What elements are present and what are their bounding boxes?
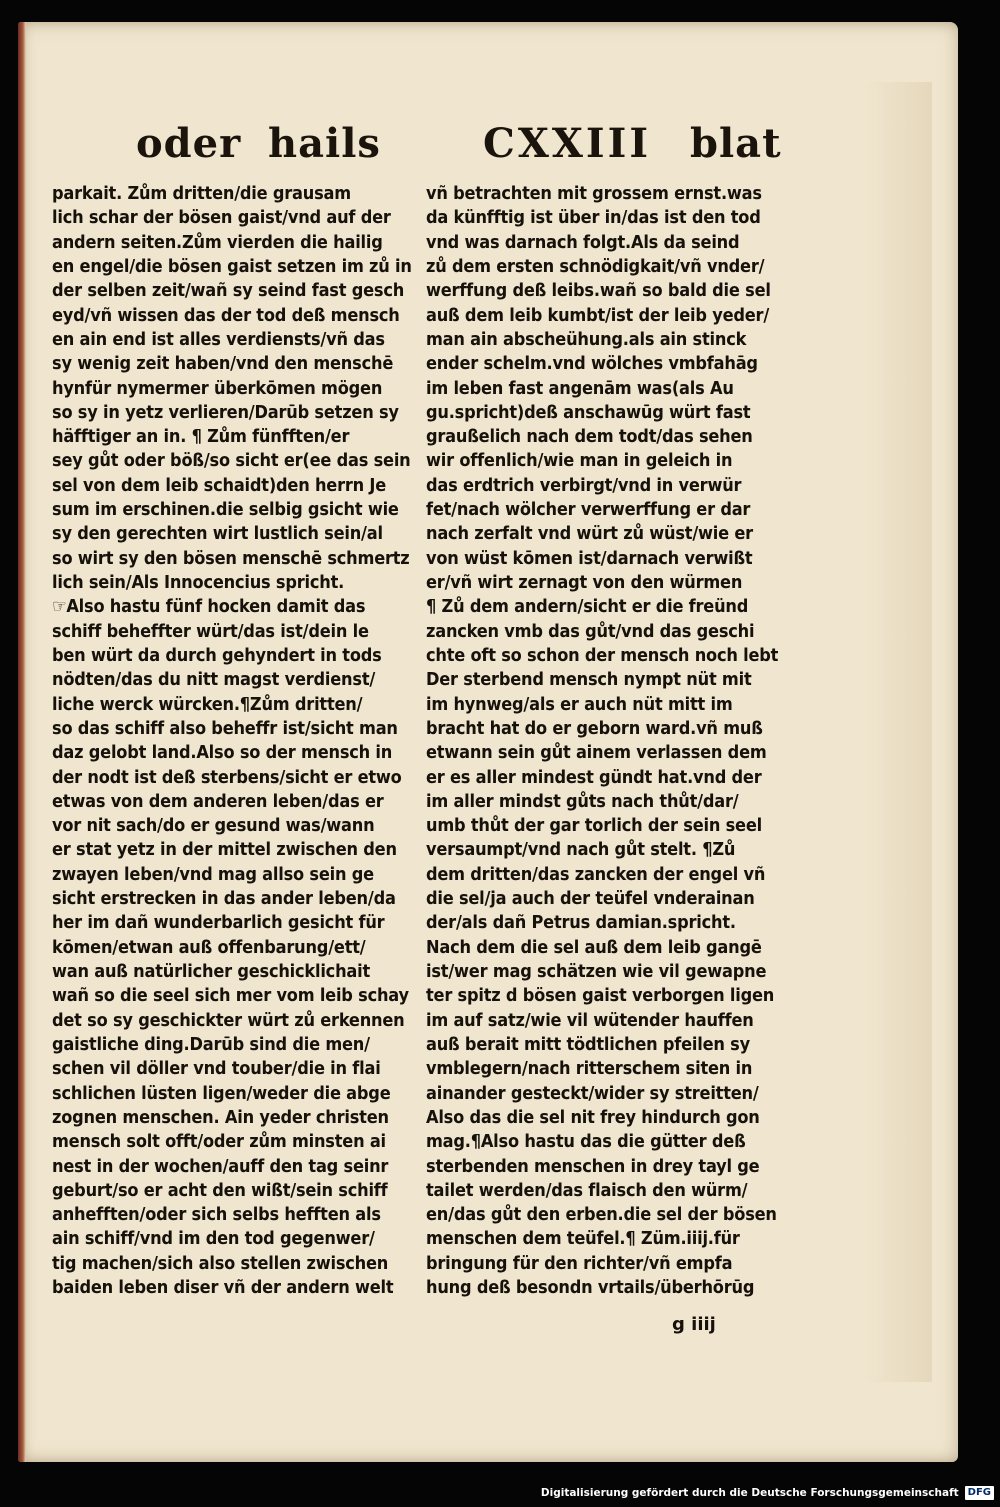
text-line: mensch solt offt/oder zům minsten ai (52, 1131, 386, 1153)
text-line: zognen menschen. Ain yeder christen (52, 1106, 389, 1128)
page-edge (18, 22, 26, 1462)
text-line: mag.¶Also hastu das die gütter deß (426, 1131, 746, 1153)
text-line: so sy in yetz verlieren/Darūb setzen sy (52, 401, 399, 423)
text-line: etwann sein gůt ainem verlassen dem (426, 742, 767, 764)
text-line: daz gelobt land.Also so der mensch in (52, 742, 393, 764)
text-line: sicht erstrecken in das ander leben/da (52, 888, 396, 910)
text-line: wañ so die seel sich mer vom leib schay (52, 985, 409, 1007)
dfg-logo: DFG (965, 1486, 994, 1500)
text-line: das erdtrich verbirgt/vnd in verwür (426, 474, 742, 496)
text-line: her im dañ wunderbarlich gesicht für (52, 912, 385, 934)
text-line: im auf satz/wie vil wütender hauffen (426, 1009, 754, 1031)
text-line: eyd/vñ wissen das der tod deß mensch (52, 304, 400, 326)
text-line: graußelich nach dem todt/das sehen (426, 426, 753, 448)
text-line: vñ betrachten mit grossem ernst.was (426, 183, 762, 204)
running-header (18, 114, 958, 184)
text-line: häfftiger an in. ¶ Zům fünfften/er (52, 426, 350, 448)
text-line: sel von dem leib schaidt)den herrn Je (52, 474, 387, 496)
paper-stain (862, 82, 932, 1382)
text-line: ain schiff/vnd im den tod gegenwer/ (52, 1228, 375, 1250)
text-line: etwas von dem anderen leben/das er (52, 790, 384, 812)
text-line: er stat yetz in der mittel zwischen den (52, 839, 397, 861)
text-line: so das schiff also beheffr ist/sicht man (52, 717, 398, 739)
signature-mark: g iiij (672, 1314, 716, 1335)
text-line: vnd was darnach folgt.Als da seind (426, 231, 740, 253)
text-line: en engel/die bösen gaist setzen im zů in (52, 255, 412, 277)
text-line: nödten/das du nitt magst verdienst/ (52, 669, 376, 691)
text-line: auß dem leib kumbt/ist der leib yeder/ (426, 304, 770, 326)
text-line: sy wenig zeit haben/vnd den menschē (52, 353, 394, 375)
text-line: kōmen/etwan auß offenbarung/ett/ (52, 936, 366, 958)
text-line: bringung für den richter/vñ empfa (426, 1252, 733, 1274)
right-text-column (426, 182, 798, 1300)
text-line: umb thůt der gar torlich der sein seel (426, 815, 762, 837)
text-line: im aller mindst gůts nach thůt/dar/ (426, 790, 739, 812)
text-line: gu.spricht)deß anschawūg würt fast (426, 401, 751, 423)
text-line: Nach dem die sel auß dem leib gangē (426, 936, 762, 958)
text-line: ter spitz d bösen gaist verborgen ligen (426, 985, 775, 1007)
folio-number: CXXIII (483, 120, 652, 167)
text-line: baiden leben diser vñ der andern welt (52, 1277, 394, 1299)
text-line: hynfür nymermer überkōmen mögen (52, 377, 383, 399)
text-line: liche werck würcken.¶Zům dritten/ (52, 693, 363, 715)
text-line: lich sein/Als Innocencius spricht. (52, 572, 345, 593)
text-line: auß berait mitt tödtlichen pfeilen sy (426, 1033, 750, 1055)
header-word-blat: blat (690, 120, 782, 167)
text-line: sterbenden menschen in drey tayl ge (426, 1155, 760, 1177)
text-line: zů dem ersten schnödigkait/vñ vnder/ (426, 255, 765, 277)
text-line: andern seiten.Zům vierden die hailig (52, 231, 383, 253)
left-text-column (52, 182, 444, 1300)
text-line: ¶ Zů dem andern/sicht er die freünd (426, 596, 749, 618)
text-line: parkait. Zům dritten/die grausam (52, 183, 351, 204)
digitization-footer (541, 1485, 994, 1501)
text-line: Der sterbend mensch nympt nüt mit (426, 669, 752, 691)
text-line: zwayen leben/vnd mag allso sein ge (52, 863, 374, 885)
text-line: ainander gesteckt/wider sy streitten/ (426, 1082, 759, 1104)
text-line: en/das gůt den erben.die sel der bösen (426, 1204, 777, 1226)
text-line: Also das die sel nit frey hindurch gon (426, 1106, 760, 1128)
text-line: ☞Also hastu fünf hocken damit das (52, 596, 366, 618)
book-page (18, 22, 958, 1462)
text-line: so wirt sy den bösen menschē schmertz (52, 547, 410, 569)
text-line: vor nit sach/do er gesund was/wann (52, 815, 375, 837)
text-line: wan auß natürlicher geschicklichait (52, 961, 371, 982)
text-line: sy den gerechten wirt lustlich sein/al (52, 523, 383, 545)
text-line: nach zerfalt vnd würt zů wüst/wie er (426, 523, 753, 545)
text-line: der nodt ist deß sterbens/sicht er etwo (52, 766, 402, 788)
text-line: von wüst kōmen ist/darnach verwißt (426, 547, 753, 569)
text-line: der/als dañ Petrus damian.spricht. (426, 912, 736, 934)
text-line: schiff beheffter würt/das ist/dein le (52, 620, 369, 642)
text-line: im leben fast angenām was(als Au (426, 377, 734, 399)
text-line: fet/nach wölcher verwerffung er dar (426, 499, 751, 521)
text-line: gaistliche ding.Darūb sind die men/ (52, 1033, 370, 1055)
text-line: vmblegern/nach ritterschem siten in (426, 1058, 753, 1080)
header-word-hails: hails (268, 120, 381, 167)
text-line: chte oft so schon der mensch noch lebt (426, 644, 779, 666)
text-line: bracht hat do er geborn ward.vñ muß (426, 717, 763, 739)
text-line: tailet werden/das flaisch den würm/ (426, 1179, 748, 1201)
text-line: er/vñ wirt zernagt von den würmen (426, 572, 743, 593)
text-line: im hynweg/als er auch nüt mitt im (426, 693, 733, 715)
text-line: ender schelm.vnd wölches vmbfahāg (426, 353, 758, 375)
text-line: man ain abscheühung.als ain stinck (426, 328, 747, 350)
text-line: lich schar der bösen gaist/vnd auf der (52, 207, 391, 229)
text-line: schen vil döller vnd touber/die in flai (52, 1058, 381, 1080)
text-line: en ain end ist alles verdiensts/vñ das (52, 328, 385, 350)
text-line: werffung deß leibs.wañ so bald die sel (426, 280, 771, 302)
footer-credit: Digitalisierung gefördert durch die Deutsche Forschungsgemeinschaft (540, 1487, 959, 1499)
text-line: er es aller mindest gündt hat.vnd der (426, 766, 762, 788)
text-line: sey gůt oder böß/so sicht er(ee das sein (52, 450, 411, 472)
text-line: versaumpt/vnd nach gůt stelt. ¶Zů (426, 839, 736, 861)
text-line: da künfftig ist über in/das ist den tod (426, 207, 761, 229)
text-line: hung deß besondn vrtails/überhōrūg (426, 1277, 755, 1299)
text-line: sum im erschinen.die selbig gsicht wie (52, 499, 399, 521)
text-line: wir offenlich/wie man in geleich in (426, 450, 733, 472)
text-line: schlichen lüsten ligen/weder die abge (52, 1082, 391, 1104)
text-line: tig machen/sich also stellen zwischen (52, 1252, 389, 1274)
text-line: menschen dem teüfel.¶ Züm.iiij.für (426, 1228, 740, 1250)
text-line: nest in der wochen/auff den tag seinr (52, 1155, 389, 1177)
text-line: der selben zeit/wañ sy seind fast gesch (52, 280, 405, 302)
text-line: geburt/so er acht den wißt/sein schiff (52, 1179, 388, 1201)
text-line: zancken vmb das gůt/vnd das geschi (426, 620, 755, 642)
text-line: ben würt da durch gehyndert in tods (52, 644, 382, 666)
text-line: die sel/ja auch der teüfel vnderainan (426, 888, 755, 910)
header-word-oder: oder (136, 120, 242, 167)
text-line: dem dritten/das zancken der engel vñ (426, 863, 766, 885)
text-line: anhefften/oder sich selbs hefften als (52, 1204, 381, 1226)
text-line: det so sy geschickter würt zů erkennen (52, 1009, 405, 1031)
text-line: ist/wer mag schätzen wie vil gewapne (426, 961, 767, 982)
